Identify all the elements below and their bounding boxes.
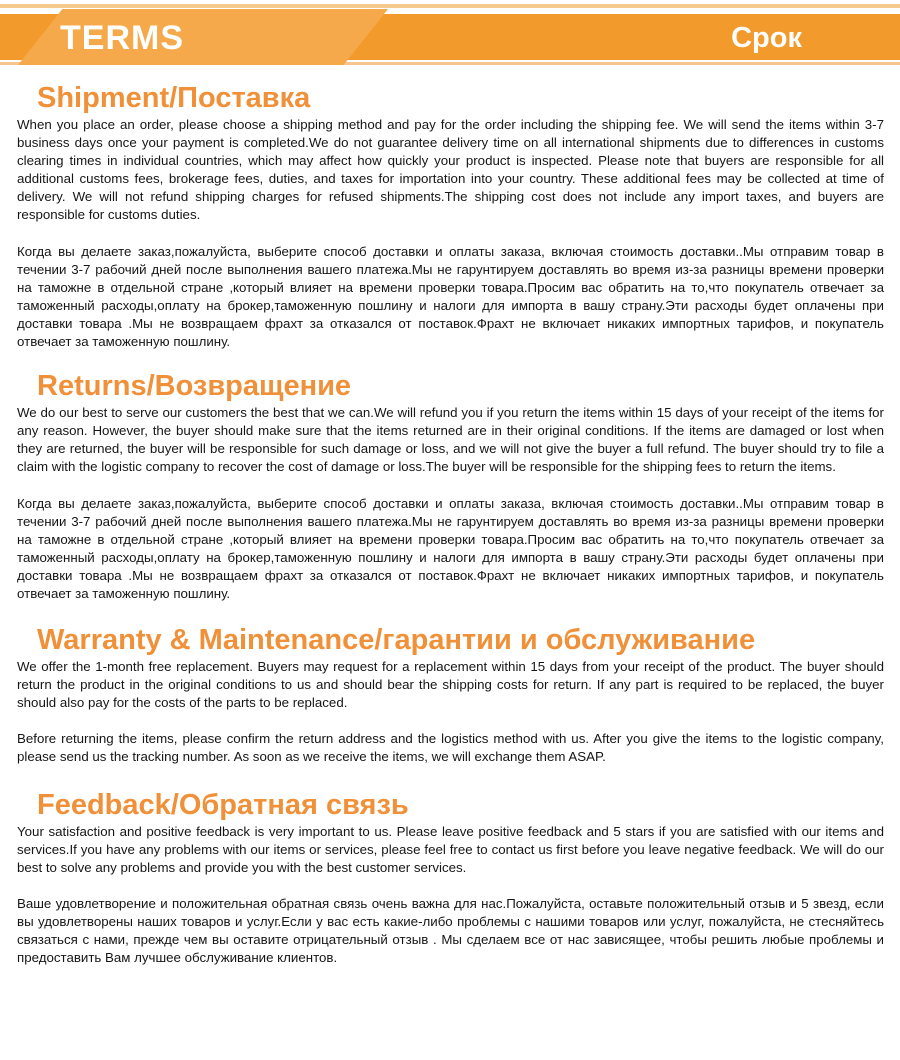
section-heading-warranty: Warranty & Maintenance/гарантии и обслуживание — [37, 624, 756, 657]
section-heading-feedback: Feedback/Обратная связь — [37, 788, 409, 821]
section-feedback — [17, 787, 884, 968]
shipment-text-ru: Когда вы делаете заказ,пожалуйста, выберите способ доставки и оплаты заказа, включая стоимость доставки..Мы отправим товар в течении 3-7 рабочий дней после выполнения вашего платежа.Мы не гарунтируем доставлять во время из-за разницы времени проверки на таможне в отдельной стране ,который влияет на времени проверки товара.Просим вас обратить на то,что покупатель отвечает за таможенный расходы,оплату на брокер,таможенную пошлину и налоги для импорта в вашу страну.Эти расходы будет оплачены при доставки товара .Мы не возвращаем фрахт за отказался от поставок.Фрахт не включает никаких импортных тарифов, и покупатель отвечает за таможенную пошлину. — [17, 243, 884, 350]
warranty-text-returning: Before returning the items, please confirm the return address and the logistics method with us. After you give the items to the logistic company, please send us the tracking number. As soon as we receive the items, we will exchange them ASAP. — [17, 731, 884, 765]
returns-text-en: We do our best to serve our customers the best that we can.We will refund you if you return the items within 15 days of your receipt of the items for any reason. However, the buyer should make sure that the items returned are in their original conditions. If the items are damaged or lost when they are returned, the buyer will be responsible for such damage or loss, and we will not give the buyer a full refund. The buyer should try to file a claim with the logistic company to recover the cost of damage or loss.The buyer will be responsible for the shipping fees to return the items. — [17, 405, 884, 475]
banner-title: TERMS — [60, 19, 184, 57]
warranty-text-replacement: We offer the 1-month free replacement. Buyers may request for a replacement within 15 days from your receipt of the product. The buyer should return the product in the original conditions to us and should bear the shipping costs for return. If any part is required to be replaced, the buyer should also pay for the costs of the parts to be replaced. — [17, 659, 884, 711]
section-heading-shipment: Shipment/Поставка — [37, 82, 311, 114]
banner-top-stripe — [0, 4, 900, 8]
section-shipment — [17, 80, 884, 351]
returns-text-ru: Когда вы делаете заказ,пожалуйста, выберите способ доставки и оплаты заказа, включая стоимость доставки..Мы отправим товар в течении 3-7 рабочий дней после выполнения вашего платежа.Мы не гарунтируем доставлять во время из-за разницы времени проверки на таможне в отдельной стране ,который влияет на времени проверки товара.Просим вас обратить на то,что покупатель отвечает за таможенный расходы,оплату на брокер,таможенную пошлину и налоги для импорта в вашу страну.Эти расходы будет оплачены при доставки товара .Мы не возвращаем фрахт за отказался от поставок.Фрахт не включает никаких импортных тарифов, и покупатель отвечает за таможенную пошлину. — [17, 495, 884, 601]
feedback-text-en: Your satisfaction and positive feedback is very important to us. Please leave positive feedback and 5 stars if you are satisfied with our items and services.If you have any problems with our items or services, please feel free to contact us first before you leave negative feedback. We will do our best to solve any problems and provide you with the best customer services. — [17, 823, 884, 875]
terms-content — [17, 80, 884, 967]
feedback-text-ru: Ваше удовлетворение и положительная обратная связь очень важна для нас.Пожалуйста, оставьте положительный отзыв и 5 звезд, если вы удовлетворены наших товаров и услуг.Если у вас есть какие-либо проблемы с нашими товаров или услуг, пожалуйста, не стесняйтесь связаться с нами, прежде чем вы оставите отрицательный отзыв . Мы сделаем все от нас зависящее, чтобы решить любые проблемы и предоставить Вам лучшее обслуживание клиентов. — [17, 895, 884, 966]
shipment-text-en: When you place an order, please choose a shipping method and pay for the order including the shipping fee. We will send the items within 3-7 business days once your payment is completed.We do not guarantee delivery time on all international shipments due to differences in customs clearing times in individual countries, which may affect how quickly your product is inspected. Please note that buyers are responsible for all additional customs fees, brokerage fees, duties, and taxes for importation into your country. These additional fees may be collected at time of delivery. We will not refund shipping charges for refused shipments.The shipping cost does not include any import taxes, and buyers are responsible for customs duties. — [17, 117, 884, 223]
section-heading-returns: Returns/Возвращение — [37, 370, 352, 403]
section-warranty — [17, 622, 884, 766]
section-returns — [17, 368, 884, 603]
banner-title-ru: Срок — [731, 22, 802, 54]
terms-banner — [0, 0, 900, 70]
